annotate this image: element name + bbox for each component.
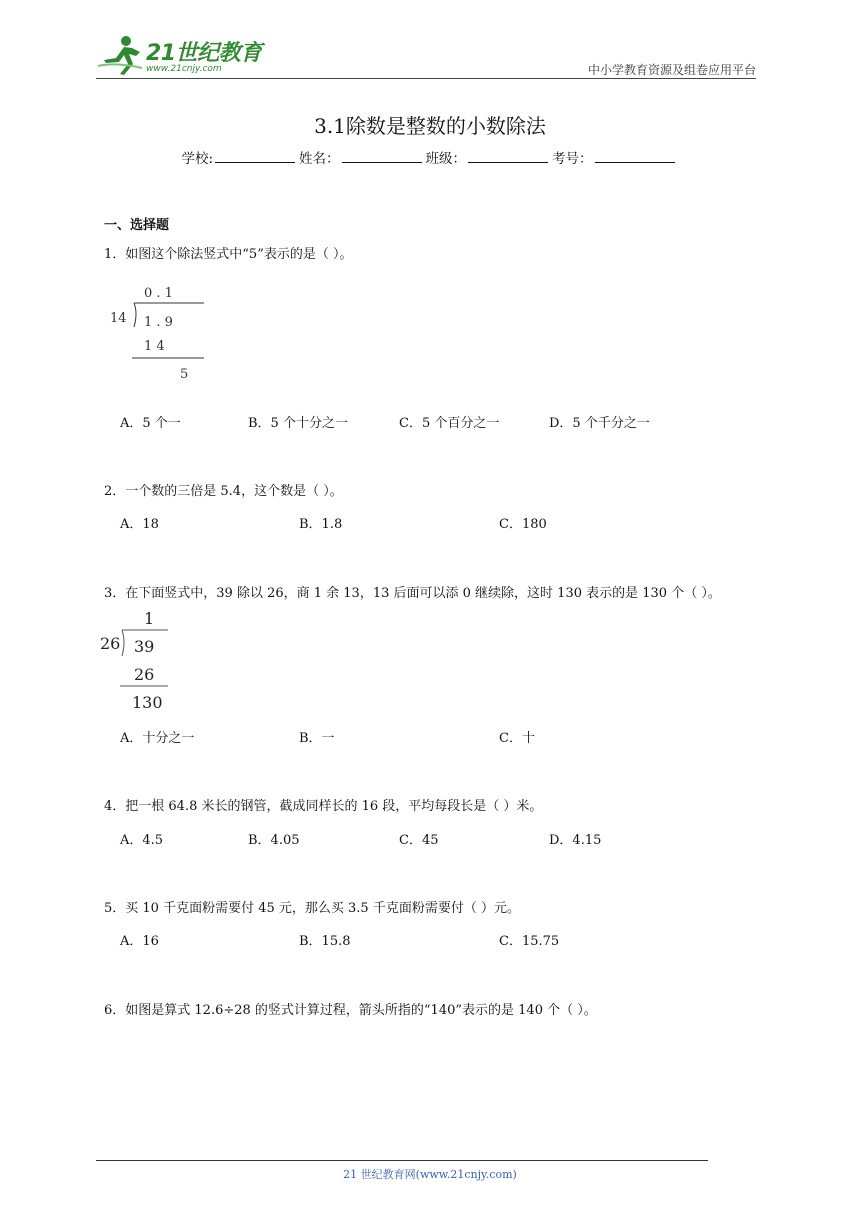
q2-option-c[interactable]: C．180 [499, 517, 547, 532]
q5-option-a[interactable]: A．16 [120, 934, 159, 949]
q1-divisor: 14 [110, 311, 127, 326]
q1-option-a[interactable]: A．5 个一 [120, 416, 181, 431]
q3-remainder: 130 [132, 693, 163, 712]
q5-option-c[interactable]: C．15.75 [499, 934, 560, 949]
class-field[interactable] [468, 148, 548, 163]
q1-dividend: 1 . 9 [144, 315, 173, 330]
q1-option-b[interactable]: B．5 个十分之一 [248, 416, 348, 431]
class-label: 班级： [425, 151, 467, 167]
q1-option-c[interactable]: C．5 个百分之一 [399, 416, 500, 431]
question-5-text: 5．买 10 千克面粉需要付 45 元，那么买 3.5 千克面粉需要付（ ）元。 [104, 901, 520, 916]
q4-option-b[interactable]: B．4.05 [248, 833, 300, 848]
q2-option-a[interactable]: A．18 [120, 517, 159, 532]
student-info [0, 147, 860, 167]
q4-option-c[interactable]: C．45 [399, 833, 439, 848]
question-1-figure [104, 280, 214, 384]
q1-option-d[interactable]: D．5 个千分之一 [549, 416, 650, 431]
question-3-figure [96, 606, 186, 716]
q3-option-b[interactable]: B．一 [299, 731, 335, 746]
question-1-text: 1．如图这个除法竖式中“5”表示的是（ ）。 [104, 247, 353, 262]
q2-option-b[interactable]: B．1.8 [299, 517, 343, 532]
q4-option-a[interactable]: A．4.5 [120, 833, 164, 848]
q5-option-b[interactable]: B．15.8 [299, 934, 351, 949]
question-6-text: 6．如图是算式 12.6÷28 的竖式计算过程，箭头所指的“140”表示的是 140 个（ ）。 [104, 1003, 597, 1018]
page-title: 3.1除数是整数的小数除法 [314, 114, 546, 138]
q1-product: 1 4 [144, 339, 165, 354]
q1-quotient: 0 . 1 [144, 286, 173, 301]
platform-name: 中小学教育资源及组卷应用平台 [587, 63, 756, 77]
logo-url: www.21cnjy.com [146, 64, 222, 74]
logo-text: 21世纪教育 [146, 41, 262, 66]
name-field[interactable] [342, 148, 422, 163]
footer-divider [96, 1160, 708, 1161]
q3-quotient: 1 [144, 609, 155, 628]
question-2-text: 2．一个数的三倍是 5.4，这个数是（ ）。 [104, 484, 343, 499]
q3-dividend: 39 [134, 637, 155, 656]
header-divider [96, 78, 756, 79]
question-4-text: 4．把一根 64.8 米长的钢管，截成同样长的 16 段，平均每段长是（ ）米。 [104, 799, 543, 814]
q3-option-c[interactable]: C．十 [499, 731, 535, 746]
exam-no-label: 考号： [552, 151, 593, 167]
question-3-text: 3．在下面竖式中，39 除以 26，商 1 余 13，13 后面可以添 0 继续除，这时 130 表示的是 130 个（ ）。 [104, 586, 721, 601]
runner-icon [96, 34, 148, 76]
q1-remainder: 5 [180, 367, 189, 382]
q3-option-a[interactable]: A．十分之一 [120, 731, 195, 746]
q4-option-d[interactable]: D．4.15 [549, 833, 602, 848]
q3-product: 26 [134, 665, 155, 684]
name-label: 姓名： [299, 151, 340, 167]
exam-no-field[interactable] [595, 148, 675, 163]
school-field[interactable] [215, 148, 295, 163]
section-heading: 一、选择题 [104, 218, 170, 233]
school-label: 学校: [181, 151, 214, 167]
footer-link[interactable]: 21 世纪教育网(www.21cnjy.com) [343, 1168, 517, 1181]
q3-divisor: 26 [100, 634, 121, 653]
